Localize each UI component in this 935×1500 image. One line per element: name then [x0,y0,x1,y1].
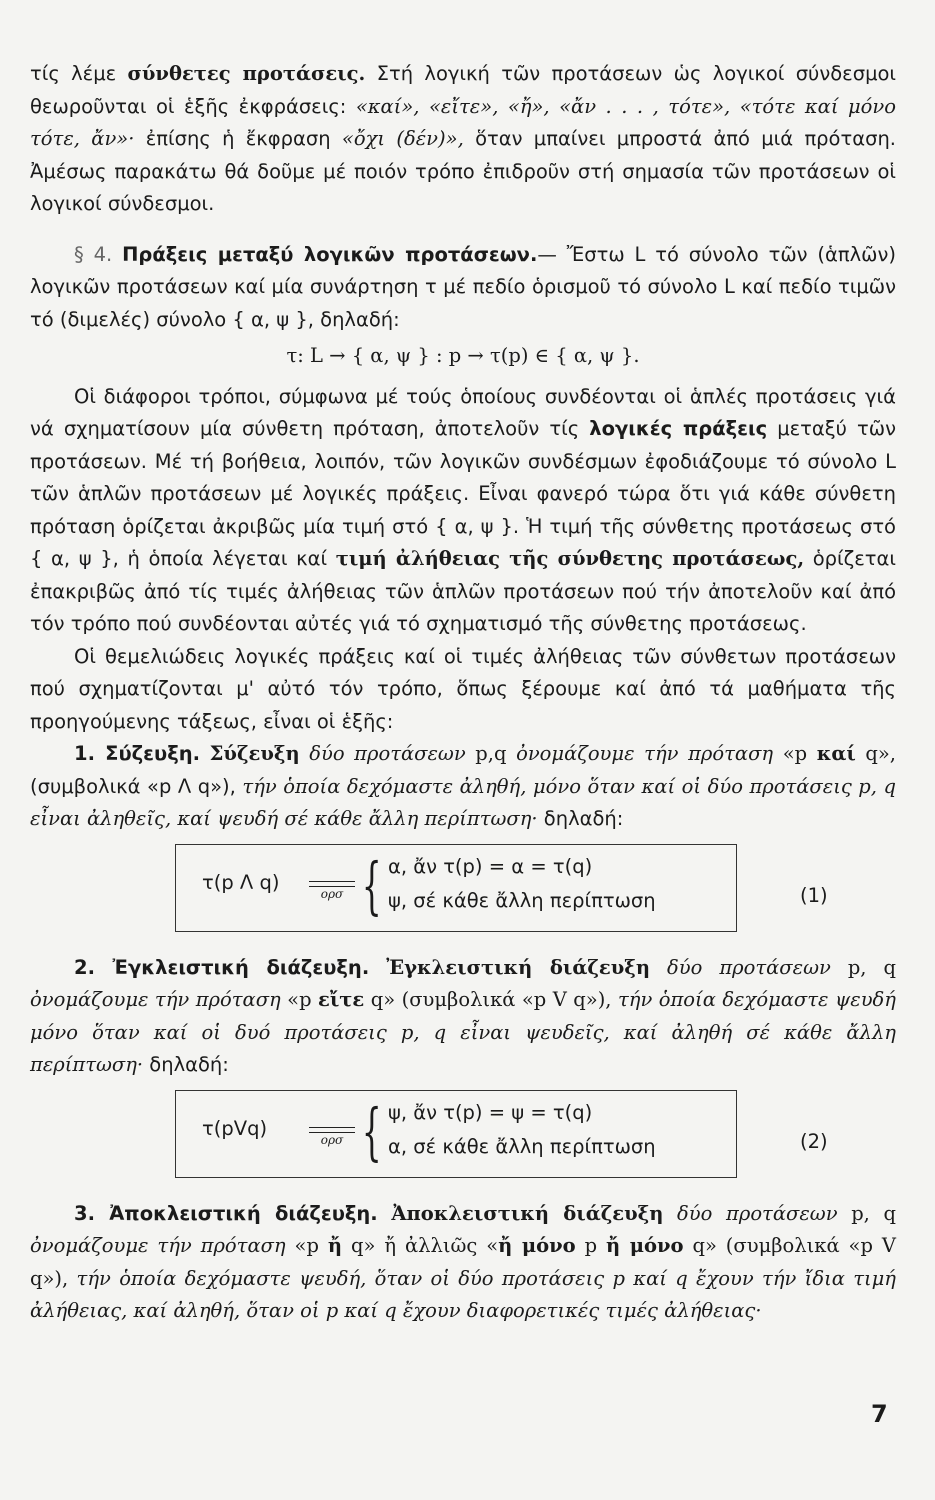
negation-term: «ὄχι (δέν)», [341,127,464,150]
disjunction-formula-row [30,1090,896,1192]
case-otherwise: ψ, σέ κάθε ἄλλη περίπτωση [388,888,656,912]
text: ὀνομάζουμε τήν πρόταση [30,1234,295,1257]
text: «p [287,988,319,1011]
inclusive-disjunction-definition [30,952,896,1082]
item-heading: 3. Ἀποκλειστική διάζευξη. [74,1201,378,1225]
section-title: Πράξεις μεταξύ λογικῶν προτάσεων. [122,242,538,266]
text: ὁρίζεται ἐπακριβῶς ἀπό τίς τιμές ἀλήθειας τῶν ἁπλῶν προτάσεων πού τήν ἀποτελοῦν καί ἀπό τόν τρόπο πού συνδέονται αὐτές γιά τό σχηματισμό τῆς σύνθετης προτάσεως. [30,547,896,635]
definition-subscript: ορσ [320,1132,344,1147]
item-heading: 2. Ἐγκλειστική διάζευξη. [74,955,370,979]
text: «p [782,742,817,765]
term: Σύζευξη [209,742,300,765]
text: Στή λογική τῶν προτάσεων ὡς λογικοί σύνδεσμοι θεωροῦνται οἱ ἑξῆς ἐκφράσεις: [30,62,897,118]
text: ὅταν μπαίνει μπροστά ἀπό μιά πρόταση. Ἀμέσως παρακάτω θά δοῦμε μέ ποιόν τρόπο ἐπιδροῦν στή σημασία τῶν προτάσεων οἱ λογικοί σύνδεσμοι. [30,127,897,215]
connective: ἤ [327,1234,343,1257]
text: p [575,1234,607,1257]
term: Ἀποκλειστική διάζευξη [391,1201,664,1225]
function-definition-formula: τ: L → { α, ψ } : p → τ(p) ∈ { α, ψ }. [286,344,640,367]
case-otherwise: α, σέ κάθε ἄλλη περίπτωση [388,1134,656,1158]
text: q» (συμβολικά «p V q»), [364,988,612,1011]
text: (συμβολικά «p Λ q»), [30,774,236,798]
case-false: ψ, ἄν τ(p) = ψ = τ(q) [388,1100,593,1124]
conjunction-formula-box [175,844,737,932]
equation-number: (1) [800,883,828,907]
disjunction-formula-box [175,1090,737,1178]
connectives-list: «καί», «εἴτε», «ἤ», «ἄν . . . , τότε», «τότε καί μόνο τότε, ἄν»· [30,94,896,150]
left-brace-icon: { [361,848,382,922]
text: δηλαδή: [537,807,624,830]
term-logical-operations: λογικές πράξεις [589,417,768,440]
text: μεταξύ τῶν προτάσεων. Μέ τή βοήθεια, λοιπόν, τῶν λογικῶν συνδέσμων ἐφοδιάζουμε τό σύνολο L τῶν ἁπλῶν προτάσεων μέ λογικές πράξεις. Εἶναι φανερό τώρα ὅτι γιά κάθε σύνθετη πρόταση ὁρίζεται ἀκριβῶς μία τιμή στό { α, ψ }. Ἡ τιμή τῆς σύνθετης προτάσεως στό { α, ψ }, ἡ ὁποία λέγεται καί [30,417,896,570]
text: δηλαδή: [143,1053,229,1076]
text: τήν ὁποία δεχόμαστε ἀληθή, μόνο ὅταν καί οἱ δύο προτάσεις p, q εἶναι ἀληθεῖς, καί ψευδή σέ κάθε ἄλλη περίπτωση· [30,774,896,830]
text: ὀνομάζουμε τήν πρόταση [30,988,288,1011]
connective: καί [816,742,856,765]
text: — Ἔστω L τό σύνολο τῶν (ἁπλῶν) λογικῶν προτάσεων καί μία συνάρτηση τ μέ πεδίο ὁρισμοῦ τό σύνολο L καί πεδίο τιμῶν τό (διμελές) σύνολο { α, ψ }, δηλαδή: [30,242,896,331]
fundamental-operations-paragraph: Οἱ θεμελιώδεις λογικές πράξεις καί οἱ τιμές ἀλήθειας τῶν σύνθετων προτάσεων πού σχηματίζονται μ' αὐτό τόν τρόπο, ὅπως ξέρουμε καί ἀπό τά μαθήματα τῆς προηγούμενης τάξεως, εἶναι οἱ ἑξῆς: [30,644,896,733]
text: q», [855,742,897,765]
text: ὀνομάζουμε τήν πρόταση [506,742,783,765]
term-compound-propositions: σύνθετες προτάσεις. [127,62,366,85]
text: p, q [851,1201,896,1225]
case-true: α, ἄν τ(p) = α = τ(q) [388,854,593,878]
term: Ἐγκλειστική διάζευξη [386,955,650,979]
text: q» ἤ ἀλλιῶς « [342,1234,499,1257]
text: δύο προτάσεων [299,742,476,765]
section-4-paragraph [30,239,896,337]
connective: ἤ μόνο [606,1234,684,1257]
defined-equals [309,1115,355,1147]
connective: εἴτε [318,988,365,1011]
exclusive-disjunction-definition [30,1198,896,1328]
text: τήν ὁποία δεχόμαστε ψευδή μόνο ὅταν καί οἱ δυό προτάσεις p, q εἶναι ψευδεῖς, καί ἀληθή σέ κάθε ἄλλη περίπτωση· [30,988,896,1076]
section-number: § 4. [74,242,113,266]
conjunction-formula-row [30,844,896,946]
page-number: 7 [871,1400,888,1428]
conjunction-definition [30,738,896,836]
text: «p [294,1234,328,1257]
connective: ἤ μόνο [498,1234,576,1257]
text: q» (συμβολικά «p V q»), [30,1234,896,1290]
intro-paragraph [30,58,896,221]
text: p,q [475,742,507,765]
equation-number: (2) [800,1129,828,1153]
page-body [30,58,896,1328]
text: ἐπίσης ἡ ἔκφραση [134,127,342,150]
text: Οἱ διάφοροι τρόποι, σύμφωνα μέ τούς ὁποίους συνδέονται οἱ ἁπλές προτάσεις γιά νά σχηματίσουν μία σύνθετη πρόταση, ἀποτελοῦν τίς [30,384,896,440]
logical-operations-paragraph [30,381,896,641]
formula-lhs: τ(p Λ q) [202,870,280,894]
text: δύο προτάσεων [650,955,848,979]
definition-subscript: ορσ [320,886,344,901]
text: τήν ὁποία δεχόμαστε ψευδή, ὅταν οἱ δύο προτάσεις p καί q ἔχουν τήν ἴδια τιμή ἀλήθειας, καί ἀληθή, ὅταν οἱ p καί q ἔχουν διαφορετικές τιμές ἀλήθειας· [30,1266,896,1322]
text: p, q [847,955,896,979]
text: τίς λέμε [30,62,128,85]
text: δύο προτάσεων [663,1201,852,1225]
item-heading: 1. Σύζευξη. [74,742,201,765]
formula-lhs: τ(pVq) [202,1116,268,1140]
defined-equals [309,869,355,901]
term-truth-value: τιμή ἀλήθειας τῆς σύνθετης προτάσεως, [335,547,805,570]
left-brace-icon: { [361,1094,382,1168]
